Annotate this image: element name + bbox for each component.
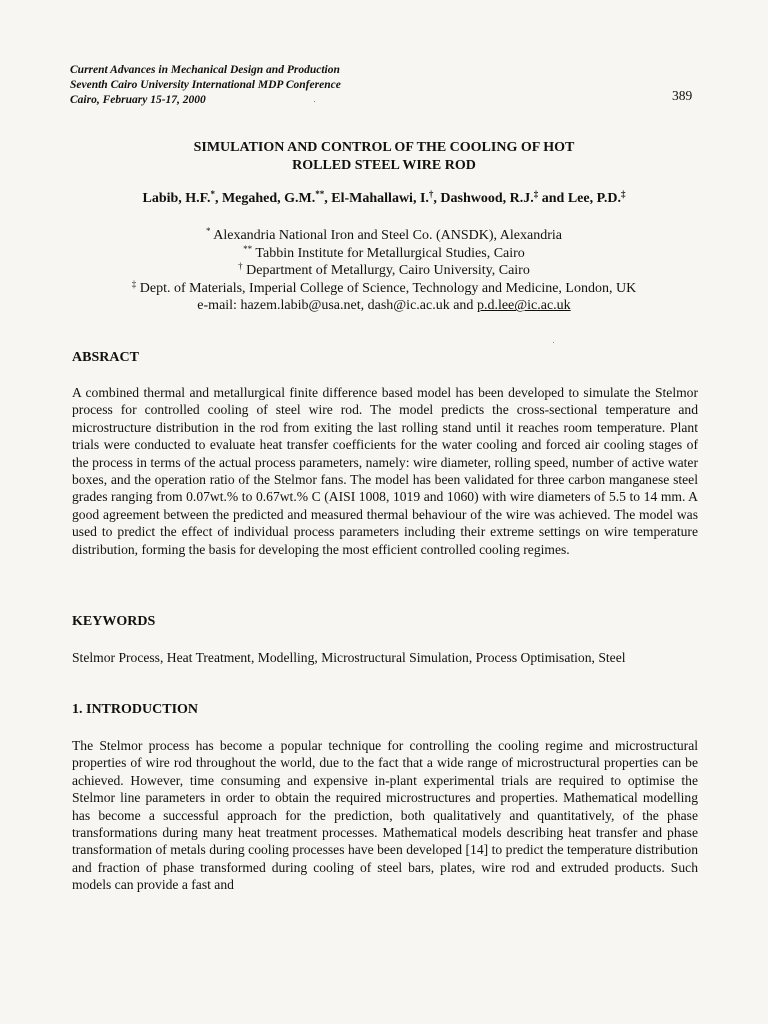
conference-title: Current Advances in Mechanical Design and Production xyxy=(70,64,340,76)
email-line xyxy=(0,297,768,315)
introduction-body xyxy=(72,737,698,894)
author-name: Lee, P.D. xyxy=(567,191,621,206)
affiliation-mark: ** xyxy=(243,243,253,254)
affiliation-line xyxy=(0,262,768,280)
scan-speck xyxy=(314,101,315,102)
affiliation-line xyxy=(0,280,768,298)
affiliation-mark: * xyxy=(206,226,211,236)
author-separator: , xyxy=(324,191,332,206)
author-name: Labib, H.F. xyxy=(142,191,211,206)
author-mark: ‡ xyxy=(621,189,626,199)
author-mark: † xyxy=(428,189,434,199)
introduction-heading: 1. INTRODUCTION xyxy=(72,702,199,717)
keywords-body xyxy=(72,649,698,666)
author-separator: and xyxy=(538,191,568,206)
author-name: Megahed, G.M. xyxy=(221,191,316,206)
title-line-1: SIMULATION AND CONTROL OF THE COOLING OF HOT xyxy=(193,140,575,155)
email-text: e-mail: hazem.labib@usa.net, dash@ic.ac.uk and xyxy=(197,298,477,314)
author-name: El-Mahallawi, I. xyxy=(331,191,429,206)
affiliations xyxy=(0,227,768,315)
keywords-heading: KEYWORDS xyxy=(72,614,156,629)
abstract-body xyxy=(72,384,698,558)
conference-header xyxy=(70,63,341,108)
email-link[interactable]: p.d.lee@ic.ac.uk xyxy=(476,298,571,314)
affiliation-mark: † xyxy=(238,261,243,272)
author-separator: , xyxy=(433,191,441,206)
conference-date: Cairo, February 15-17, 2000 xyxy=(70,94,206,106)
author-mark: * xyxy=(210,189,215,199)
abstract-text: A combined thermal and metallurgical finite difference based model has been developed to simulate the Stelmor process for controlled cooling of steel wire rod. The model predicts the cross-sectional temperature and microstructure distribution in the rod from exiting the last rolling stand until it reaches room temperature. Plant trials were conducted to evaluate heat transfer coefficients for the water cooling and forced air cooling stages of the process in terms of the actual process parameters, namely: wire diameter, rolling speed, number of active water boxes, and the operation ratio of the Stelmor fans. The model has been validated for three carbon manganese steel grades ranging from 0.07wt.% to 0.67wt.% C (AISI 1008, 1019 and 1060) with wire diameters of 5.5 to 14 mm. A good agreement between the predicted and measured thermal behaviour of the wire was achieved. The model was used to predict the effect of individual process parameters including their extreme settings on wire temperature distribution, forming the basis for developing the most efficient controlled cooling regimes. xyxy=(72,385,698,557)
page-number: 389 xyxy=(672,88,693,103)
affiliation-line xyxy=(0,227,768,245)
author-mark: ‡ xyxy=(533,189,539,199)
title-line-2: ROLLED STEEL WIRE ROD xyxy=(292,158,476,173)
affiliation-line xyxy=(0,245,768,263)
author-mark: ** xyxy=(315,189,325,199)
scan-speck xyxy=(553,342,554,343)
author-separator: , xyxy=(214,191,222,206)
author-list xyxy=(0,191,768,207)
affiliation-text: Alexandria National Iron and Steel Co. (ANSDK), Alexandria xyxy=(213,228,562,243)
affiliation-text: Dept. of Materials, Imperial College of Science, Technology and Medicine, London, UK xyxy=(139,280,637,296)
affiliation-text: Department of Metallurgy, Cairo University, Cairo xyxy=(246,263,530,279)
affiliation-mark: ‡ xyxy=(131,278,137,289)
conference-name: Seventh Cairo University International MDP Conference xyxy=(70,79,341,91)
abstract-heading: ABSRACT xyxy=(72,350,139,365)
introduction-text: The Stelmor process has become a popular technique for controlling the cooling regime and microstructural properties of wire rod throughout the world, due to the fact that a wide range of microstructural properties can be achieved. However, time consuming and expensive in-plant experimental trials are required to optimise the Stelmor line parameters in order to obtain the required microstructures and properties. Mathematical modelling has become a successful approach for the prediction, both qualitatively and quantitatively, of the phase transformations during many heat treatment processes. Mathematical models describing heat transfer and phase transformation of metals during cooling processes have been developed [14] to predict the temperature distribution and fraction of phase transformed during cooling of steel bars, plates, wire rod and extruded products. Such models can provide a fast and xyxy=(72,738,698,893)
author-name: Dashwood, R.J. xyxy=(440,191,534,206)
keywords-text: Stelmor Process, Heat Treatment, Modelling, Microstructural Simulation, Process Optimisation, Steel xyxy=(72,650,626,665)
affiliation-text: Tabbin Institute for Metallurgical Studies, Cairo xyxy=(255,245,525,261)
paper-title xyxy=(0,139,768,175)
